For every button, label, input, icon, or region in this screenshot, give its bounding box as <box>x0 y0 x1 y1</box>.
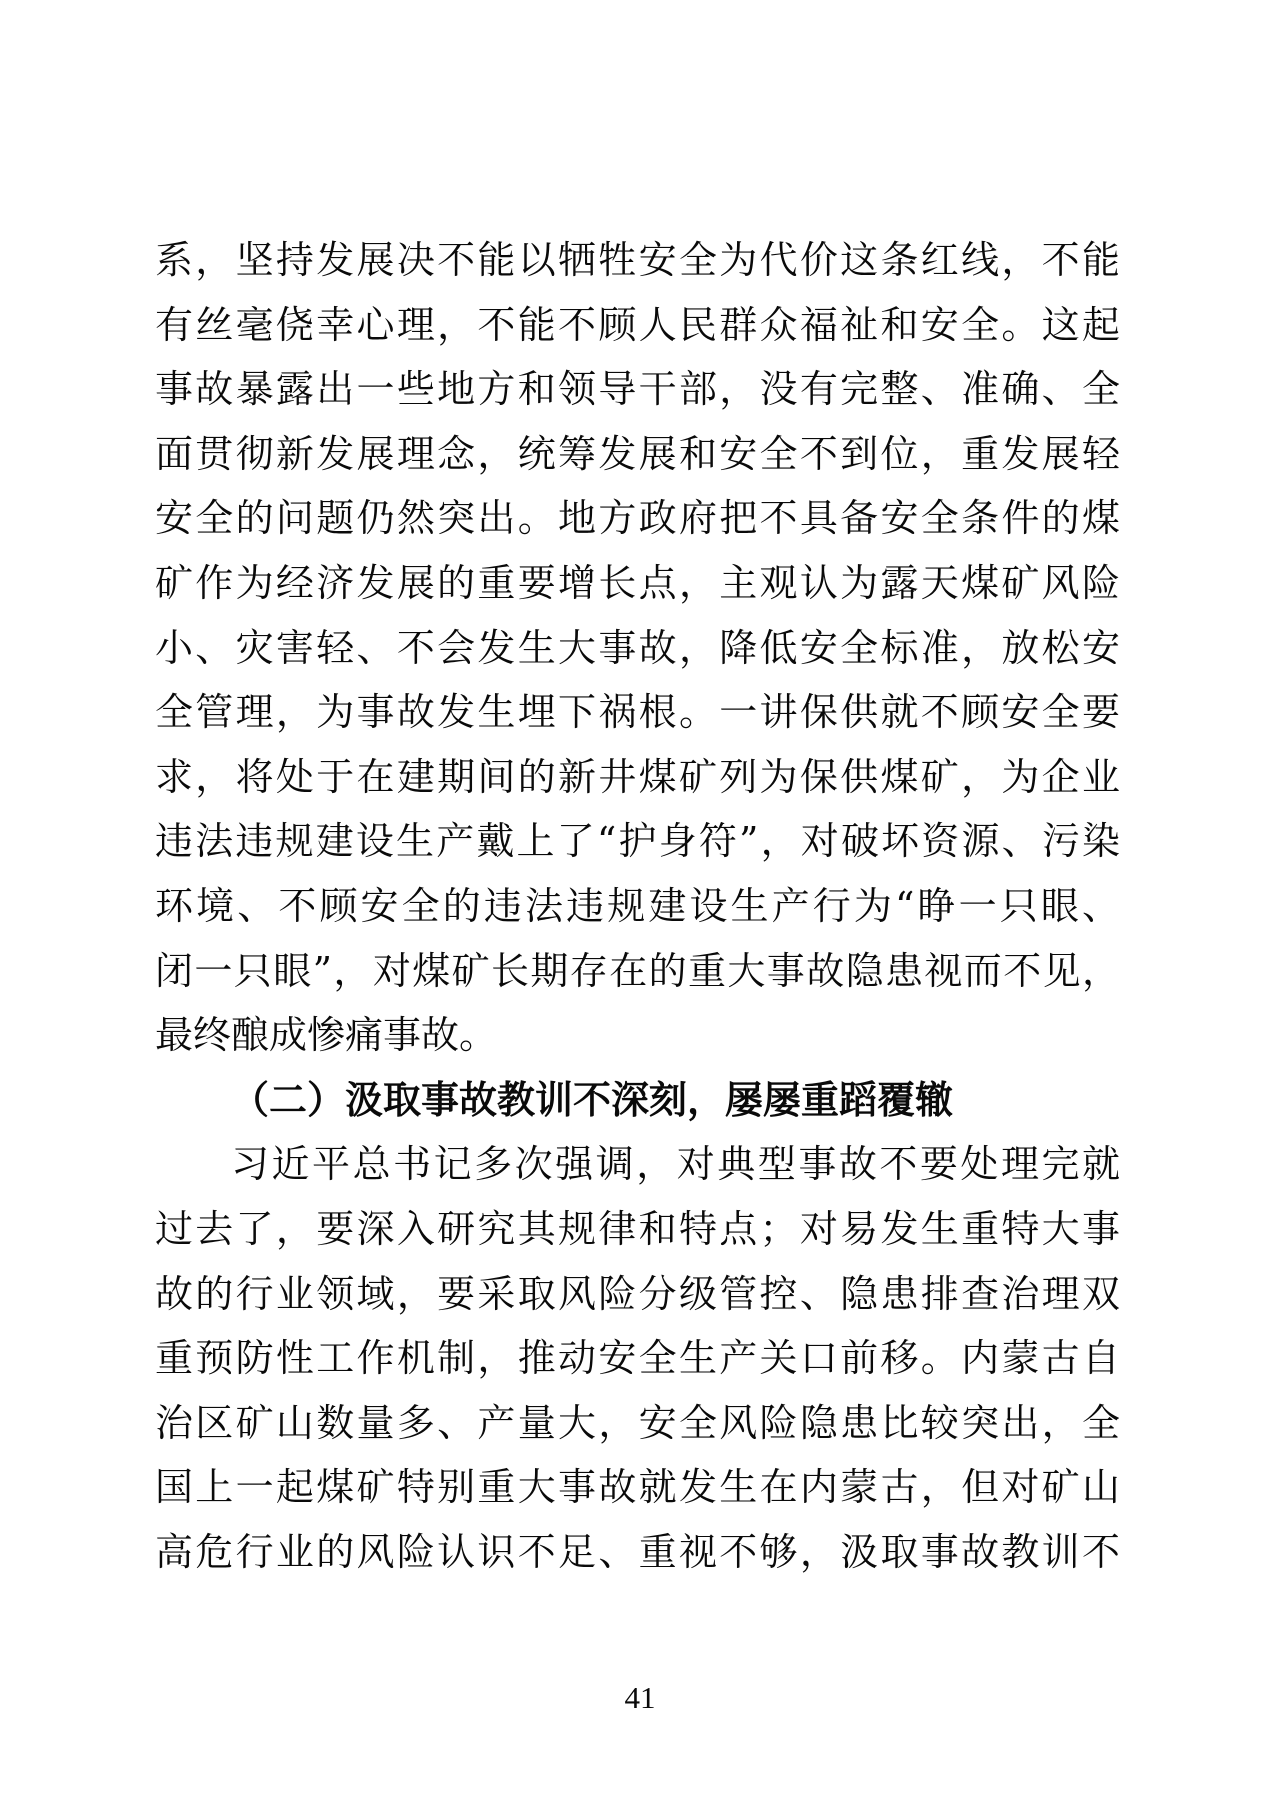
text-line: 违法违规建设生产戴上了“护身符”，对破坏资源、污染 <box>155 819 1120 864</box>
text-line: 面贯彻新发展理念，统筹发展和安全不到位，重发展轻 <box>155 431 1120 476</box>
text-line: 最终酿成惨痛事故。 <box>155 1013 498 1058</box>
text-line: 故的行业领域，要采取风险分级管控、隐患排查治理双 <box>155 1271 1120 1316</box>
page-footer <box>0 1680 1280 1716</box>
text-line: 矿作为经济发展的重要增长点，主观认为露天煤矿风险 <box>155 560 1120 605</box>
text-line: 过去了，要深入研究其规律和特点；对易发生重特大事 <box>155 1206 1120 1251</box>
section-heading: （二）汲取事故教训不深刻，屡屡重蹈覆辙 <box>231 1076 954 1122</box>
text-line: 求，将处于在建期间的新井煤矿列为保供煤矿，为企业 <box>155 754 1120 799</box>
text-line: 全管理，为事故发生埋下祸根。一讲保供就不顾安全要 <box>155 690 1120 735</box>
text-line: 事故暴露出一些地方和领导干部，没有完整、准确、全 <box>155 367 1120 412</box>
text-line: 高危行业的风险认识不足、重视不够，汲取事故教训不 <box>155 1529 1120 1574</box>
page-number: 41 <box>624 1680 656 1715</box>
text-line: 系，坚持发展决不能以牺牲安全为代价这条红线，不能 <box>155 238 1120 282</box>
text-line: 习近平总书记多次强调，对典型事故不要处理完就 <box>231 1142 1120 1187</box>
text-line: 小、灾害轻、不会发生大事故，降低安全标准，放松安 <box>155 625 1120 670</box>
text-line: 国上一起煤矿特别重大事故就发生在内蒙古，但对矿山 <box>155 1465 1120 1510</box>
text-line: 闭一只眼”，对煤矿长期存在的重大事故隐患视而不见， <box>155 948 1120 993</box>
text-line: 环境、不顾安全的违法违规建设生产行为“睁一只眼、 <box>155 883 1120 928</box>
text-line: 有丝毫侥幸心理，不能不顾人民群众福祉和安全。这起 <box>155 302 1120 347</box>
document-body <box>155 228 1120 1584</box>
text-line: 安全的问题仍然突出。地方政府把不具备安全条件的煤 <box>155 496 1120 541</box>
text-line: 重预防性工作机制，推动安全生产关口前移。内蒙古自 <box>155 1336 1120 1381</box>
text-line: 治区矿山数量多、产量大，安全风险隐患比较突出，全 <box>155 1400 1120 1445</box>
